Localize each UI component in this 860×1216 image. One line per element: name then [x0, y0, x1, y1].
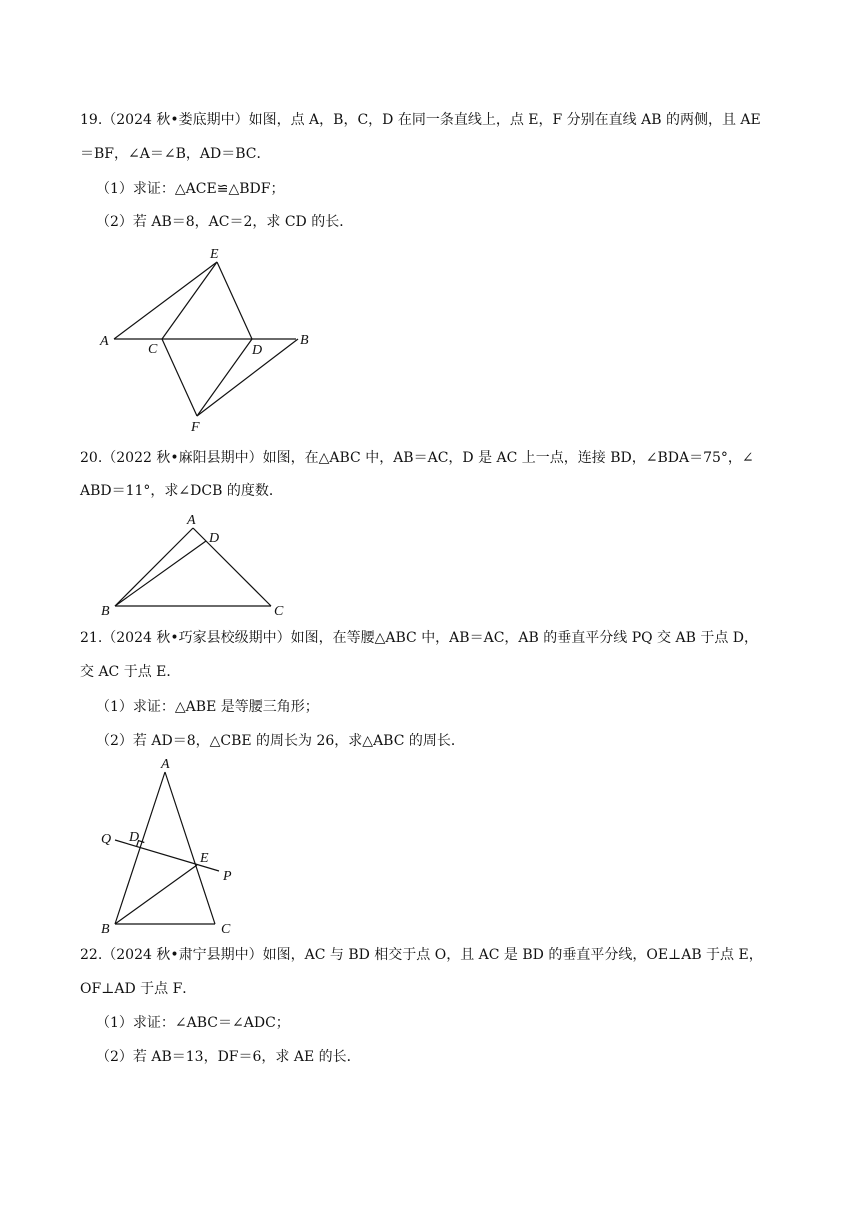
- problem-20-figure: [95, 508, 295, 618]
- problem-22-part-2: （2）若 AB＝13，DF＝6，求 AE 的长．: [96, 1049, 361, 1065]
- fig21-label-a: A: [161, 757, 170, 772]
- fig19-label-f: F: [191, 420, 200, 435]
- problem-21-line-1: 21.（2024 秋•巧家县校级期中）如图，在等腰△ABC 中，AB＝AC，AB 的垂直平分线 PQ 交 AB 于点 D，: [80, 630, 759, 646]
- problem-22-part-1: （1）求证：∠ABC＝∠ADC；: [96, 1015, 290, 1031]
- fig21-label-p: P: [223, 869, 232, 884]
- problem-21-line-2: 交 AC 于点 E．: [80, 664, 181, 680]
- problem-21-figure: [95, 752, 255, 937]
- fig21-label-d: D: [129, 830, 140, 845]
- fig19-label-e: E: [210, 247, 219, 262]
- fig20-label-b: B: [101, 604, 110, 618]
- problem-19-figure: [90, 240, 330, 435]
- fig19-label-a: A: [100, 334, 109, 349]
- problem-22-line-2: OF⊥AD 于点 F．: [80, 981, 197, 997]
- problem-19-part-1: （1）求证：△ACE≌△BDF；: [96, 181, 285, 197]
- fig19-label-d: D: [252, 343, 263, 358]
- fig21-label-q: Q: [101, 832, 112, 847]
- problem-21-part-1: （1）求证：△ABE 是等腰三角形；: [96, 699, 319, 715]
- problem-19-line-1: 19.（2024 秋•娄底期中）如图，点 A，B，C，D 在同一条直线上，点 E，F 分别在直线 AB 的两侧，且 AE: [80, 112, 761, 128]
- problem-22-line-1: 22.（2024 秋•肃宁县期中）如图，AC 与 BD 相交于点 O，且 AC 是 BD 的垂直平分线，OE⊥AB 于点 E，: [80, 947, 763, 963]
- fig20-label-d: D: [209, 531, 220, 546]
- fig21-label-b: B: [101, 922, 110, 937]
- problem-19-line-2: ＝BF，∠A＝∠B，AD＝BC．: [80, 146, 271, 162]
- fig20-label-c: C: [274, 604, 284, 618]
- problem-20-line-2: ABD＝11°，求∠DCB 的度数．: [80, 483, 283, 499]
- fig21-label-e: E: [200, 851, 209, 866]
- problem-20-line-1: 20.（2022 秋•麻阳县期中）如图，在△ABC 中，AB＝AC，D 是 AC 上一点，连接 BD，∠BDA＝75°，∠: [80, 450, 754, 466]
- problem-19-part-2: （2）若 AB＝8，AC＝2，求 CD 的长．: [96, 214, 354, 230]
- fig21-label-c: C: [221, 922, 231, 937]
- fig19-label-b: B: [300, 333, 309, 348]
- problem-21-part-2: （2）若 AD＝8，△CBE 的周长为 26，求△ABC 的周长．: [96, 733, 465, 749]
- fig20-label-a: A: [187, 513, 196, 528]
- fig19-label-c: C: [148, 342, 158, 357]
